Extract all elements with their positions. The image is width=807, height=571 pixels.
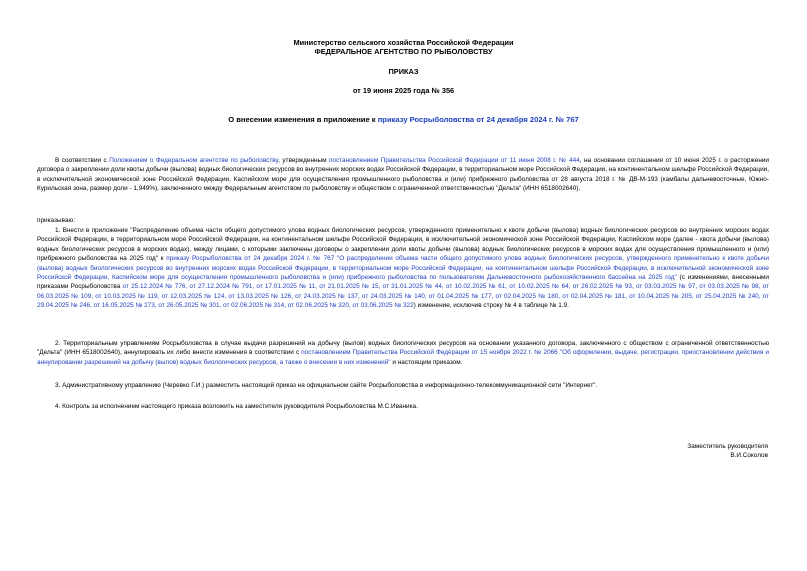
subject-text: О внесении изменения в приложение к [228,115,378,124]
document-date: от 19 июня 2025 года № 356 [352,86,455,95]
preamble-text-2: , утвержденным [278,157,329,164]
item-1-link-amendments[interactable]: от 25.12.2024 № 776, от 27.12.2024 № 791, от 17.01.2025 № 11, от 21.01.2025 № 15, от 31.01.2025 № 44, от 10.02.2025 № 61, от 10.02.2025 № 64, от 26.02.2025 № 93, от 03.03.2025 № 97, от 03.03.2025 № 98, от 06.03.2025 № 109, от 10.03.2025 № 119, от 12.03.2025 № 124, от 13.03.2025 № 126, от 24.03.2025 № 137, от 24.03.2025 № 140, от 01.04.2025 № 177, от 02.04.2025 № 180, от 02.04.2025 № 181, от 10.04.2025 № 205, от 25.04.2025 № 240, от 29.04.2025 № 246, от 16.05.2025 № 273, от 26.05.2025 № 301, от 02.06.2025 № 314, от 02.06.2025 № 320, от 03.06.2025 № 322 [37,283,769,310]
agency-title: ФЕДЕРАЛЬНОЕ АГЕНТСТВО ПО РЫБОЛОВСТВУ [314,47,493,56]
item-2-text-1: 2. Территориальным управлениям Росрыболовства в случае выдачи разрешений на добычу (вылов) водных биологических ресурсов на основании указанного договора, заключенного с обществом с ограниченной ответственностью "Дельта" (ИНН 6518002640), аннулировать их либо внести изменения в соответствии с [37,340,769,357]
item-3-paragraph: 3. Административному управлению (Черевко Г.И.) разместить настоящий приказ на официальном сайте Росрыболовства в информационно-телекоммуникационной сети "Интернет". [55,382,598,389]
order-word: приказываю: [37,217,75,224]
item-1-link-order[interactable]: приказу Росрыболовства от 24 декабря 2024 г. № 767 "О распределении объема части общего допустимого улова водных биологических ресурсов, утвержденного применительно к квоте добычи (вылова) водных биологических ресурсов во внутренних морских водах Российской Федерации, в территориальном море Российской Федерации, на континентальном шельфе Российской Федерации, в исключительной экономической зоне Российской Федерации, Каспийском море для осуществления промышленного рыболовства и (или) прибрежного рыболовства по пользователям Дальневосточного рыбохозяйственного бассейна на 2025 год" [37,255,769,282]
preamble-paragraph [37,156,769,194]
item-4-paragraph: 4. Контроль за исполнением настоящего приказа возложить на заместителя руководителя Росрыболовства М.С.Иваника. [55,403,418,410]
item-1-text-2: (с изменениями, внесенными приказами Росрыболовства [37,274,769,291]
item-2-text-2: и настоящим приказом. [390,358,463,366]
preamble-text-1: В соответствии с [55,157,110,164]
document-type: ПРИКАЗ [388,67,419,76]
item-1-paragraph [37,226,769,311]
preamble-link-regulation[interactable]: Положением о Федеральном агентстве по рыболовству [109,157,279,164]
item-1-text-3: ) изменение, исключив строку № 4 в таблице № 1.9. [413,302,569,310]
signature-position: Заместитель руководителя [687,443,768,450]
ministry-title: Министерство сельского хозяйства Российской Федерации [293,38,514,47]
item-2-paragraph [37,339,769,367]
preamble-text-3: , на основании соглашения от 10 июня 2025 г. о расторжении договора о закреплении доли квоты добычи (вылова) водных биологических ресурсов во внутренних морских водах Российской Федерации, в территориальном море Российской Федерации, на континентальном шельфе Российской Федерации, в исключительной экономической зоне Российской Федерации, Каспийском море для осуществления промышленного рыболовства и (или) прибрежного рыболовства от 28 августа 2018 г. № ДВ-М-193 (камбалы дальневосточные, Южно-Курильская зона, размер доли - 1,949%), заключенного между Федеральным агентством по рыболовству и обществом с ограниченной ответственностью "Дельта" (ИНН 6518002640), [37,157,769,193]
subject-link[interactable]: приказу Росрыболовства от 24 декабря 2024 г. № 767 [377,115,579,124]
document-subject [0,115,807,124]
signature-name: В.И.Соколов [730,452,768,459]
item-2-link-decree[interactable]: постановлением Правительства Российской Федерации от 15 ноября 2022 г. № 2066 "Об оформлении, выдаче, регистрации, приостановлении действия и аннулировании разрешений на добычу (вылов) водных биологических ресурсов, а также о внесении в них изменений" [37,349,770,366]
preamble-link-decree[interactable]: постановлением Правительства Российской Федерации от 11 июня 2008 г. № 444 [328,157,580,164]
item-1-text-1: 1. Внести в приложение "Распределение объема части общего допустимого улова водных биологических ресурсов, утвержденного применительно к квоте добычи (вылова) водных биологических ресурсов во внутренних морских водах Российской Федерации, в территориальном море Российской Федерации, на континентальном шельфе Российской Федерации, в исключительной экономической зоне Российской Федерации, Каспийском море (далее - квота добычи (вылова) водных биологических ресурсов в морских водах), между лицами, с которыми заключены договоры о закреплении доли квоты добычи (вылова) водных биологических ресурсов в морских водах для осуществления промышленного и (или) прибрежного рыболовства на 2025 год" к [37,227,769,263]
